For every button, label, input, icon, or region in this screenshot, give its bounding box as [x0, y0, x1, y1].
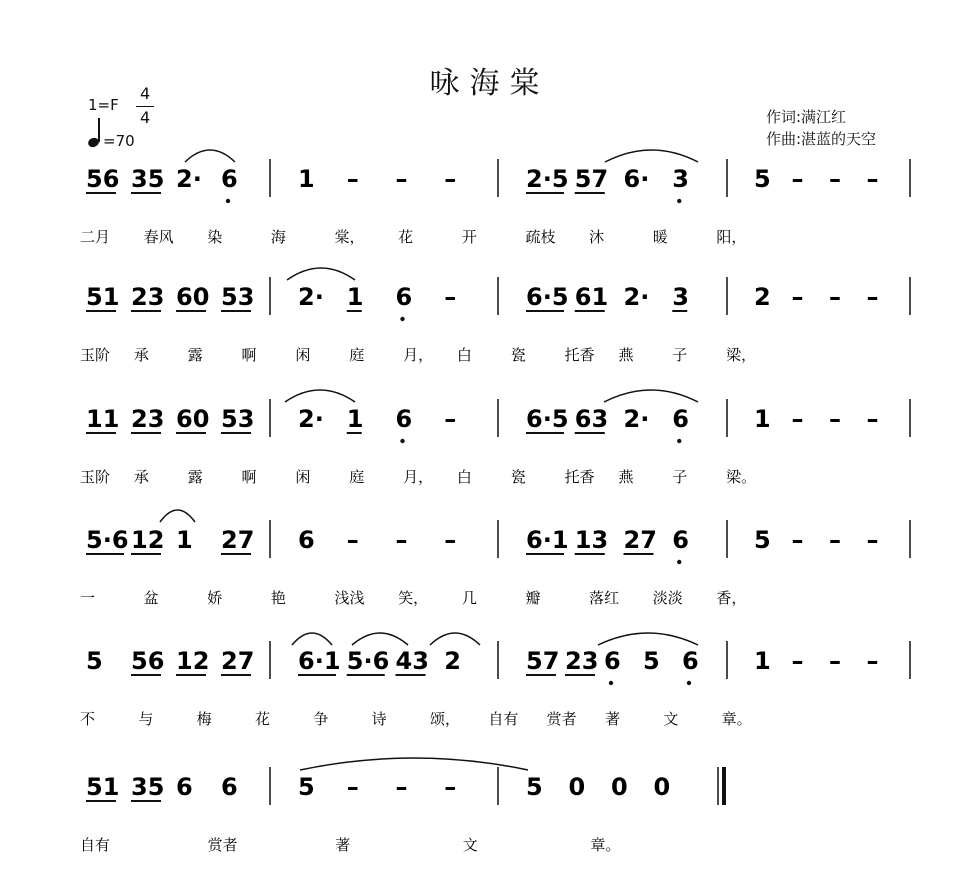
lyric-syllable: 燕: [618, 468, 634, 486]
note: 51: [86, 773, 120, 801]
lyric-syllable: 几: [461, 589, 477, 607]
note: 23: [131, 283, 165, 311]
slur-arc: [285, 390, 355, 402]
note: 2·: [176, 165, 202, 193]
lyric-syllable: 赏者: [546, 710, 577, 728]
note: 5: [754, 165, 771, 193]
lyric-syllable: 自有: [80, 836, 111, 854]
note: 5·6: [86, 526, 129, 554]
note: 2·: [298, 405, 324, 433]
note: 56: [86, 165, 120, 193]
lyric-syllable: 浅浅: [334, 589, 365, 607]
note: 12: [131, 526, 165, 554]
lyric-syllable: 托香: [564, 468, 595, 486]
note: 5·6: [346, 647, 390, 675]
note: 11: [86, 405, 120, 433]
note: 60: [176, 405, 210, 433]
lyric-syllable: 庭: [349, 346, 365, 364]
note: –: [829, 526, 841, 554]
lyric-syllable: 月，: [403, 346, 434, 364]
note: –: [346, 526, 359, 554]
lyric-syllable: 二月: [80, 228, 111, 246]
note: 1: [176, 526, 193, 554]
lyric-syllable: 文: [663, 710, 679, 728]
note: 6: [176, 773, 193, 801]
note: 57: [526, 647, 560, 675]
note: 5: [298, 773, 315, 801]
lyric-syllable: 赏者: [207, 836, 238, 854]
note: 53: [221, 283, 255, 311]
note: –: [395, 526, 408, 554]
lyric-syllable: 闲: [295, 346, 311, 364]
lyric-syllable: 一: [80, 589, 96, 607]
slur-arc: [430, 633, 480, 645]
lyric-syllable: 白: [456, 346, 472, 364]
note: 61: [574, 283, 609, 311]
note: 0: [653, 773, 671, 801]
note: 5: [643, 647, 660, 675]
note: –: [395, 165, 408, 193]
note: –: [346, 773, 359, 801]
song-title: 咏海棠: [429, 66, 550, 101]
note: 57: [574, 165, 609, 193]
note: 3: [672, 165, 689, 193]
note: 6: [682, 647, 699, 675]
lyric-syllable: 承: [133, 346, 149, 364]
note: –: [791, 526, 804, 554]
lower-octave-dot: [400, 317, 404, 321]
note: 23: [565, 647, 599, 675]
note: –: [866, 526, 879, 554]
note: 6·5: [526, 405, 569, 433]
note: 43: [395, 647, 429, 675]
slur-arc: [598, 633, 698, 645]
lyric-syllable: 梁。: [726, 468, 757, 486]
note: 27: [623, 526, 657, 554]
lyric-syllable: 不: [80, 710, 96, 728]
lyric-syllable: 暖: [652, 228, 668, 246]
lyric-syllable: 花: [398, 228, 414, 246]
note: 6: [395, 283, 413, 311]
note: 1: [298, 165, 315, 193]
lyric-syllable: 春风: [143, 228, 174, 246]
note: –: [444, 405, 457, 433]
note: 6·1: [526, 526, 569, 554]
note: –: [395, 773, 408, 801]
lyric-syllable: 著: [605, 710, 621, 728]
note: 2·5: [526, 165, 569, 193]
slur-arc: [287, 268, 355, 280]
lyric-syllable: 开: [461, 228, 477, 246]
lyric-syllable: 露: [187, 468, 203, 486]
note: 1: [346, 283, 364, 311]
slur-arc: [292, 633, 332, 645]
note: –: [791, 647, 804, 675]
note: 6: [221, 773, 238, 801]
lower-octave-dot: [677, 199, 681, 203]
lyric-syllable: 盆: [143, 589, 159, 607]
time-signature-top: 4: [140, 84, 151, 103]
lyric-syllable: 著: [335, 836, 351, 854]
lyric-syllable: 章。: [721, 710, 752, 728]
lyric-syllable: 艳: [270, 589, 286, 607]
note: 35: [131, 165, 165, 193]
note: 6·5: [526, 283, 569, 311]
lyric-syllable: 娇: [207, 589, 223, 607]
lyric-syllable: 疏枝: [525, 228, 556, 246]
note: 6: [221, 165, 238, 193]
lyric-syllable: 香，: [716, 589, 747, 607]
lower-octave-dot: [609, 681, 613, 685]
note: 12: [176, 647, 210, 675]
lower-octave-dot: [677, 439, 681, 443]
note: –: [866, 405, 879, 433]
lyric-syllable: 瓣: [525, 589, 541, 607]
lyric-syllable: 月，: [403, 468, 434, 486]
lyric-syllable: 闲: [295, 468, 311, 486]
note: 53: [221, 405, 255, 433]
note: –: [346, 165, 359, 193]
lyric-syllable: 自有: [488, 710, 519, 728]
lyric-syllable: 争: [313, 710, 329, 728]
lyric-syllable: 子: [672, 468, 688, 486]
note: 2·: [623, 405, 650, 433]
lyric-syllable: 沐: [589, 228, 605, 246]
note: 60: [176, 283, 210, 311]
lyric-syllable: 燕: [618, 346, 634, 364]
note: 3: [672, 283, 689, 311]
note: 2·: [298, 283, 324, 311]
note: 35: [131, 773, 165, 801]
slur-arc: [605, 150, 698, 162]
note: –: [829, 283, 841, 311]
note: 6: [298, 526, 315, 554]
lyric-syllable: 露: [187, 346, 203, 364]
lyric-syllable: 淡淡: [652, 589, 683, 607]
note: 2·: [623, 283, 650, 311]
lyric-syllable: 白: [456, 468, 472, 486]
note: –: [866, 165, 879, 193]
composer-credit: 作曲:湛蓝的天空: [766, 130, 877, 148]
lyric-syllable: 染: [207, 228, 223, 246]
note: 0: [611, 773, 628, 801]
lyric-syllable: 与: [138, 710, 154, 728]
lyric-syllable: 落红: [589, 589, 620, 607]
lyric-syllable: 啊: [241, 346, 257, 364]
note: 2: [444, 647, 461, 675]
key-signature: 1=F: [88, 96, 119, 114]
note: –: [866, 647, 879, 675]
lyric-syllable: 瓷: [510, 346, 526, 364]
note: –: [444, 526, 457, 554]
lyricist-credit: 作词:满江红: [766, 108, 847, 126]
note: 2: [754, 283, 771, 311]
lyric-syllable: 庭: [349, 468, 365, 486]
lyric-syllable: 玉阶: [80, 468, 111, 486]
lyric-syllable: 阳，: [716, 228, 747, 246]
lyric-syllable: 颂，: [430, 710, 461, 728]
note: 51: [86, 283, 120, 311]
note: –: [444, 773, 457, 801]
lyric-syllable: 花: [255, 710, 271, 728]
lyric-syllable: 章。: [590, 836, 621, 854]
note: 1: [346, 405, 364, 433]
lower-octave-dot: [226, 199, 230, 203]
lower-octave-dot: [677, 560, 681, 564]
note: –: [791, 283, 804, 311]
note: 56: [131, 647, 165, 675]
lyric-syllable: 瓷: [510, 468, 526, 486]
slur-arc: [352, 633, 408, 645]
note: 5: [526, 773, 543, 801]
note: 6·1: [298, 647, 341, 675]
note: 6·: [623, 165, 650, 193]
slur-arc: [160, 510, 195, 522]
lyric-syllable: 梅: [196, 710, 212, 728]
note: 0: [568, 773, 586, 801]
slur-arc: [185, 150, 235, 162]
tempo-marking: =70: [103, 132, 135, 150]
lyric-syllable: 承: [133, 468, 149, 486]
note: 5: [754, 526, 771, 554]
note: –: [829, 405, 841, 433]
note: 6: [604, 647, 621, 675]
lyric-syllable: 梁，: [726, 346, 757, 364]
lyric-syllable: 托香: [564, 346, 595, 364]
lyric-syllable: 诗: [371, 710, 387, 728]
lyric-syllable: 海: [270, 228, 286, 246]
note: 13: [574, 526, 609, 554]
slur-arc: [604, 390, 698, 402]
slur-arc: [300, 758, 528, 770]
note: –: [444, 165, 457, 193]
note: 63: [574, 405, 609, 433]
note: –: [791, 405, 804, 433]
lyric-syllable: 子: [672, 346, 688, 364]
lyric-syllable: 文: [462, 836, 478, 854]
note: 6: [672, 526, 689, 554]
lower-octave-dot: [687, 681, 691, 685]
note: 6: [395, 405, 413, 433]
time-signature-bottom: 4: [140, 108, 151, 127]
note: –: [866, 283, 879, 311]
lyric-syllable: 棠，: [334, 228, 365, 246]
note: –: [791, 165, 804, 193]
lyric-syllable: 玉阶: [80, 346, 111, 364]
note: 1: [754, 405, 771, 433]
note: 27: [221, 526, 255, 554]
note: –: [829, 165, 841, 193]
note: 27: [221, 647, 255, 675]
lyric-syllable: 啊: [241, 468, 257, 486]
lower-octave-dot: [400, 439, 404, 443]
note: 5: [86, 647, 103, 675]
note: 6: [672, 405, 689, 433]
note: 23: [131, 405, 165, 433]
note: 1: [754, 647, 771, 675]
lyric-syllable: 笑，: [398, 589, 429, 607]
note: –: [829, 647, 841, 675]
note: –: [444, 283, 457, 311]
